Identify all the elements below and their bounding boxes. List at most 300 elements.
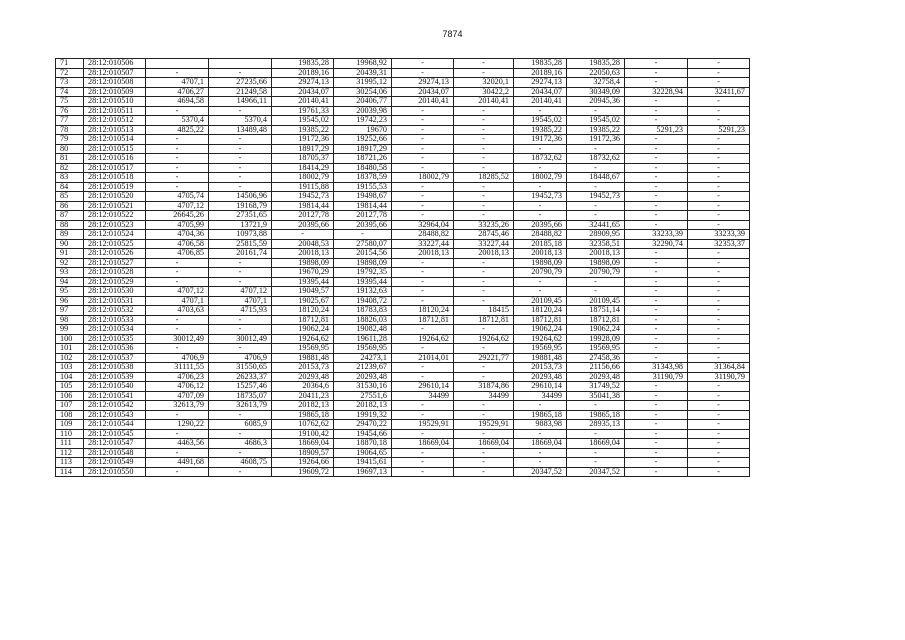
value-cell: 19082,48 [334,325,392,335]
value-cell: 5291,23 [625,125,688,135]
value-cell: - [209,410,272,420]
value-cell: 19395,44 [334,277,392,287]
value-cell: 18751,14 [567,306,625,316]
row-number-cell: 111 [56,439,84,449]
value-cell: 20127,78 [334,211,392,221]
value-cell: - [146,163,209,173]
table-row [56,125,750,135]
value-cell: - [688,154,750,164]
value-cell: 4707,12 [146,287,209,297]
row-number-cell: 90 [56,239,84,249]
value-cell: - [454,106,514,116]
value-cell: 19062,24 [514,325,567,335]
row-number-cell: 100 [56,334,84,344]
value-cell: - [567,277,625,287]
value-cell: 22050,63 [567,68,625,78]
value-cell: - [392,154,454,164]
table-row [56,211,750,221]
row-number-cell: 107 [56,401,84,411]
table-row [56,439,750,449]
value-cell: 18669,04 [272,439,334,449]
value-cell: - [146,144,209,154]
value-cell: 4608,75 [209,458,272,468]
cadastral-number-cell: 28:12:010545 [84,429,146,439]
value-cell: 19814,44 [334,201,392,211]
value-cell: - [392,458,454,468]
value-cell: - [146,258,209,268]
value-cell: 20364,6 [272,382,334,392]
value-cell: - [454,135,514,145]
table-row [56,429,750,439]
value-cell: 18669,04 [454,439,514,449]
value-cell: 30254,06 [334,87,392,97]
value-cell: 4706,9 [146,353,209,363]
value-cell: - [688,220,750,230]
cadastral-number-cell: 28:12:010548 [84,448,146,458]
value-cell: - [209,144,272,154]
value-cell: 4703,63 [146,306,209,316]
cadastral-number-cell: 28:12:010547 [84,439,146,449]
value-cell: - [454,154,514,164]
value-cell: 19415,61 [334,458,392,468]
value-cell: - [392,135,454,145]
value-cell: 18669,04 [514,439,567,449]
value-cell: 18480,58 [334,163,392,173]
value-cell: - [688,287,750,297]
value-cell: - [392,201,454,211]
value-cell: 18414,29 [272,163,334,173]
value-cell: 1290,22 [146,420,209,430]
row-number-cell: 76 [56,106,84,116]
value-cell: 19454,66 [334,429,392,439]
value-cell: - [146,277,209,287]
value-cell: 19132,63 [334,287,392,297]
value-cell: - [625,220,688,230]
value-cell: - [688,173,750,183]
cadastral-number-cell: 28:12:010512 [84,116,146,126]
cadastral-number-cell: 28:12:010541 [84,391,146,401]
table-body [56,59,750,477]
value-cell [209,59,272,69]
value-cell: 4706,9 [209,353,272,363]
value-cell: - [688,334,750,344]
value-cell: - [209,135,272,145]
value-cell: 27458,36 [567,353,625,363]
value-cell: - [392,296,454,306]
table-row [56,325,750,335]
cadastral-number-cell: 28:12:010527 [84,258,146,268]
value-cell: 33227,44 [392,239,454,249]
value-cell: - [625,287,688,297]
value-cell: - [625,163,688,173]
value-cell: - [392,467,454,477]
value-cell: 20293,48 [567,372,625,382]
value-cell: 19395,44 [272,277,334,287]
cadastral-number-cell: 28:12:010507 [84,68,146,78]
value-cell: 15257,46 [209,382,272,392]
value-cell: 13721,9 [209,220,272,230]
table-row [56,287,750,297]
value-cell: - [567,182,625,192]
value-cell: - [688,106,750,116]
value-cell: 20293,48 [514,372,567,382]
row-number-cell: 86 [56,201,84,211]
value-cell: - [392,344,454,354]
value-cell: - [625,78,688,88]
value-cell: 10973,88 [209,230,272,240]
value-cell: 32290,74 [625,239,688,249]
row-number-cell: 113 [56,458,84,468]
row-number-cell: 95 [56,287,84,297]
value-cell: - [146,344,209,354]
value-cell: 31749,52 [567,382,625,392]
value-cell: 20347,52 [514,467,567,477]
row-number-cell: 79 [56,135,84,145]
value-cell: - [514,401,567,411]
row-number-cell: 110 [56,429,84,439]
value-cell: - [209,173,272,183]
value-cell: - [392,106,454,116]
value-cell: 18870,18 [334,439,392,449]
value-cell: 20182,13 [334,401,392,411]
value-cell: - [625,325,688,335]
value-cell: 19569,95 [567,344,625,354]
table-row [56,448,750,458]
value-cell: 19452,73 [514,192,567,202]
value-cell: 4707,1 [209,296,272,306]
value-cell: 4704,36 [146,230,209,240]
value-cell: - [392,287,454,297]
value-cell: - [454,192,514,202]
value-cell: - [625,68,688,78]
value-cell: 4707,1 [146,78,209,88]
value-cell: 24273,1 [334,353,392,363]
value-cell: 19529,91 [454,420,514,430]
row-number-cell: 81 [56,154,84,164]
value-cell: - [454,448,514,458]
value-cell: - [209,448,272,458]
value-cell: 20189,16 [514,68,567,78]
value-cell: 19264,62 [454,334,514,344]
value-cell: - [688,325,750,335]
cadastral-number-cell: 28:12:010521 [84,201,146,211]
value-cell: 19865,18 [567,410,625,420]
value-cell: - [567,163,625,173]
value-cell: 19155,53 [334,182,392,192]
value-cell: 19792,35 [334,268,392,278]
value-cell: 18120,24 [514,306,567,316]
value-cell: - [567,448,625,458]
value-cell: - [688,391,750,401]
value-cell: 20109,45 [514,296,567,306]
value-cell: 18712,81 [392,315,454,325]
value-cell: 32358,51 [567,239,625,249]
page-number: 7874 [442,29,463,39]
value-cell: 19264,66 [272,458,334,468]
value-cell: - [625,59,688,69]
value-cell: 20945,36 [567,97,625,107]
value-cell: - [392,116,454,126]
cadastral-number-cell: 28:12:010523 [84,220,146,230]
table-row [56,182,750,192]
value-cell: 19049,57 [272,287,334,297]
row-number-cell: 72 [56,68,84,78]
table-row [56,144,750,154]
value-cell: 20018,13 [514,249,567,259]
value-cell: - [454,363,514,373]
value-cell: 19172,36 [567,135,625,145]
cadastral-number-cell: 28:12:010549 [84,458,146,468]
table-row [56,201,750,211]
value-cell: - [688,144,750,154]
value-cell: 19064,65 [334,448,392,458]
value-cell: - [146,135,209,145]
cadastral-number-cell: 28:12:010506 [84,59,146,69]
value-cell: - [146,467,209,477]
value-cell: 29610,14 [514,382,567,392]
value-cell: 4707,12 [146,201,209,211]
value-cell: 29274,13 [272,78,334,88]
value-cell: - [209,182,272,192]
value-cell: 9883,98 [514,420,567,430]
value-cell: 20395,66 [272,220,334,230]
value-cell: 19881,48 [514,353,567,363]
value-cell: 19898,09 [514,258,567,268]
value-cell: - [146,68,209,78]
value-cell: - [688,268,750,278]
cadastral-number-cell: 28:12:010524 [84,230,146,240]
value-cell: - [514,106,567,116]
table-row [56,163,750,173]
value-cell: 18712,81 [454,315,514,325]
value-cell: 4491,68 [146,458,209,468]
value-cell: 19385,22 [514,125,567,135]
value-cell: - [688,182,750,192]
value-cell: - [688,401,750,411]
row-number-cell: 92 [56,258,84,268]
value-cell: - [392,268,454,278]
cadastral-number-cell: 28:12:010539 [84,372,146,382]
value-cell: 18826,03 [334,315,392,325]
row-number-cell: 109 [56,420,84,430]
value-cell: 20434,07 [514,87,567,97]
value-cell: - [392,211,454,221]
value-cell: - [625,467,688,477]
value-cell: - [454,458,514,468]
table-row [56,334,750,344]
value-cell: 33233,39 [688,230,750,240]
value-cell: - [514,287,567,297]
value-cell: - [514,144,567,154]
value-cell: 19898,09 [567,258,625,268]
table-row [56,135,750,145]
value-cell: - [625,173,688,183]
row-number-cell: 73 [56,78,84,88]
cadastral-number-cell: 28:12:010532 [84,306,146,316]
value-cell: 4707,12 [209,287,272,297]
row-number-cell: 84 [56,182,84,192]
value-cell: - [454,325,514,335]
value-cell: - [209,258,272,268]
value-cell: 34499 [454,391,514,401]
value-cell: 32353,37 [688,239,750,249]
value-cell: 33233,39 [625,230,688,240]
value-cell: 18002,79 [392,173,454,183]
value-cell: 27235,66 [209,78,272,88]
value-cell: - [454,182,514,192]
value-cell: - [625,258,688,268]
cadastral-number-cell: 28:12:010533 [84,315,146,325]
value-cell: 20140,41 [272,97,334,107]
value-cell: 18120,24 [272,306,334,316]
value-cell: - [209,163,272,173]
value-cell: 32020,1 [454,78,514,88]
row-number-cell: 80 [56,144,84,154]
data-table [55,58,750,477]
value-cell: 20018,13 [392,249,454,259]
value-cell: 30012,49 [209,334,272,344]
value-cell: - [625,296,688,306]
value-cell: 19742,23 [334,116,392,126]
value-cell: - [514,201,567,211]
value-cell: 20790,79 [567,268,625,278]
row-number-cell: 102 [56,353,84,363]
table-row [56,59,750,69]
value-cell: 18002,79 [272,173,334,183]
row-number-cell: 98 [56,315,84,325]
value-cell: - [625,306,688,316]
value-cell: - [625,211,688,221]
value-cell: - [625,182,688,192]
value-cell: - [625,106,688,116]
cadastral-number-cell: 28:12:010518 [84,173,146,183]
cadastral-number-cell: 28:12:010508 [84,78,146,88]
cadastral-number-cell: 28:12:010509 [84,87,146,97]
value-cell: - [392,68,454,78]
table-row [56,239,750,249]
table-row [56,249,750,259]
value-cell: 29221,77 [454,353,514,363]
value-cell: 4706,12 [146,382,209,392]
value-cell: - [454,277,514,287]
value-cell: 20154,56 [334,249,392,259]
value-cell: - [209,154,272,164]
value-cell: 31874,86 [454,382,514,392]
value-cell: - [688,201,750,211]
value-cell: - [688,439,750,449]
value-cell: - [454,59,514,69]
value-cell: - [392,125,454,135]
row-number-cell: 75 [56,97,84,107]
value-cell: - [454,296,514,306]
table-row [56,97,750,107]
value-cell: 35041,38 [567,391,625,401]
cadastral-number-cell: 28:12:010537 [84,353,146,363]
value-cell: - [625,410,688,420]
value-cell: 18285,52 [454,173,514,183]
table-row [56,230,750,240]
value-cell: 33227,44 [454,239,514,249]
row-number-cell: 82 [56,163,84,173]
row-number-cell: 78 [56,125,84,135]
value-cell: - [454,467,514,477]
value-cell: 19928,09 [567,334,625,344]
value-cell: - [454,287,514,297]
value-cell: 20434,07 [392,87,454,97]
value-cell: - [454,125,514,135]
value-cell: 19115,88 [272,182,334,192]
value-cell: - [688,59,750,69]
cadastral-number-cell: 28:12:010540 [84,382,146,392]
table-row [56,68,750,78]
value-cell: - [146,315,209,325]
value-cell: - [209,106,272,116]
value-cell: 19529,91 [392,420,454,430]
value-cell: 20293,48 [334,372,392,382]
cadastral-number-cell: 28:12:010511 [84,106,146,116]
cadastral-number-cell: 28:12:010538 [84,363,146,373]
value-cell: 5291,23 [688,125,750,135]
value-cell: 32613,79 [146,401,209,411]
row-number-cell: 88 [56,220,84,230]
cadastral-number-cell: 28:12:010550 [84,467,146,477]
value-cell: - [146,182,209,192]
value-cell: 20153,73 [514,363,567,373]
value-cell: 20434,07 [272,87,334,97]
value-cell: - [688,315,750,325]
value-cell: 20182,13 [272,401,334,411]
value-cell: 32441,65 [567,220,625,230]
value-cell: 19761,33 [272,106,334,116]
value-cell: 27580,07 [334,239,392,249]
value-cell: 20347,52 [567,467,625,477]
value-cell: 31343,98 [625,363,688,373]
value-cell: 4707,1 [146,296,209,306]
value-cell: - [392,182,454,192]
value-cell: 5370,4 [146,116,209,126]
value-cell: 30422,2 [454,87,514,97]
value-cell: - [688,344,750,354]
value-cell: - [146,448,209,458]
value-cell: 20161,74 [209,249,272,259]
table-row [56,391,750,401]
value-cell: - [688,116,750,126]
value-cell: - [454,144,514,154]
value-cell: 20293,48 [272,372,334,382]
value-cell: - [688,249,750,259]
value-cell [146,59,209,69]
value-cell: - [209,315,272,325]
value-cell: - [688,97,750,107]
value-cell: 20406,77 [334,97,392,107]
value-cell: 19252,66 [334,135,392,145]
value-cell: 33235,26 [454,220,514,230]
cadastral-number-cell: 28:12:010544 [84,420,146,430]
value-cell: - [567,201,625,211]
value-cell: 4715,93 [209,306,272,316]
value-cell: 4825,22 [146,125,209,135]
value-cell: - [392,429,454,439]
cadastral-number-cell: 28:12:010526 [84,249,146,259]
value-cell: - [625,401,688,411]
value-cell: 4706,23 [146,372,209,382]
value-cell: 20018,13 [454,249,514,259]
row-number-cell: 87 [56,211,84,221]
value-cell: - [454,258,514,268]
row-number-cell: 114 [56,467,84,477]
value-cell: 19385,22 [272,125,334,135]
row-number-cell: 93 [56,268,84,278]
